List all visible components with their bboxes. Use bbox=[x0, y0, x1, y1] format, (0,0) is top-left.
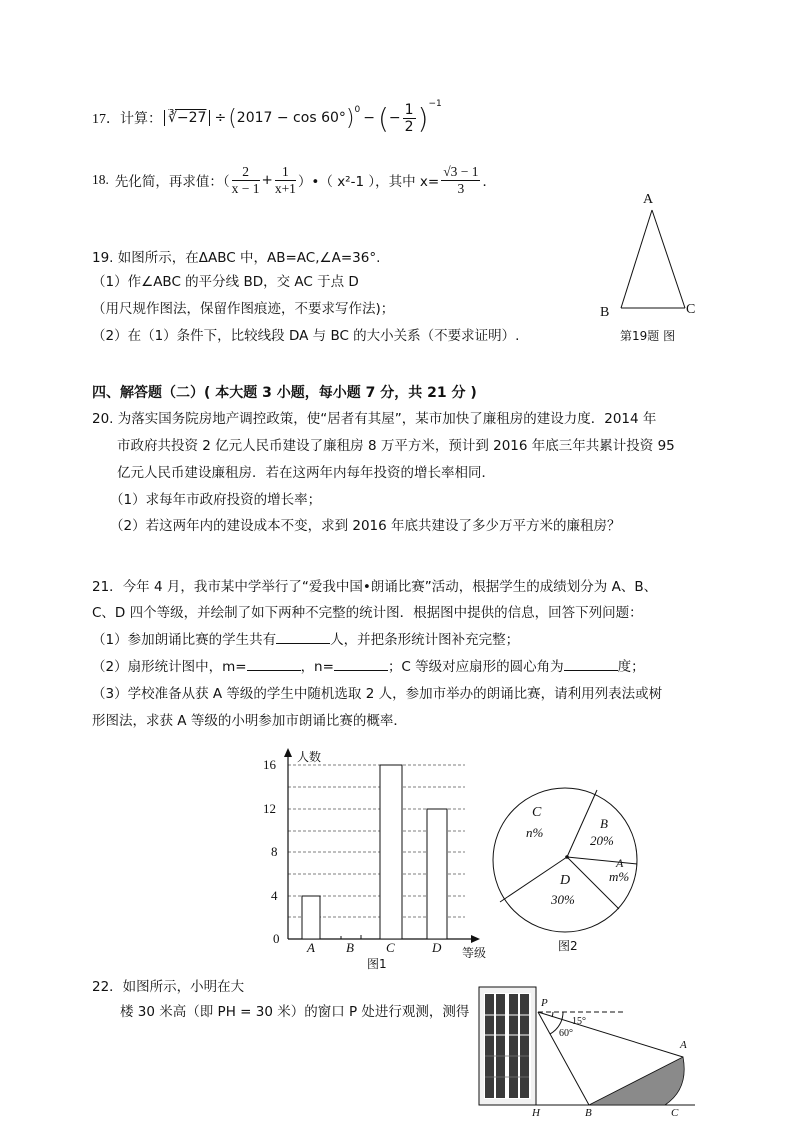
fraction-x-value: $\frac{√3 - 1}{3}$ bbox=[443, 163, 479, 196]
y-tick-8: 8 bbox=[271, 844, 278, 859]
q22-line-2: 楼 30 米高（即 PH = 30 米）的窗口 P 处进行观测，测得 bbox=[120, 1004, 470, 1020]
point-c-label: C bbox=[671, 1107, 679, 1119]
answer-blank-m[interactable] bbox=[247, 658, 301, 671]
section-heading: 四、解答题（二）( 本大题 3 小题，每小题 7 分，共 21 分 ) bbox=[92, 385, 477, 401]
pie-chart-figure-2 bbox=[490, 785, 640, 960]
chart-caption: 图1 bbox=[367, 957, 387, 971]
pie-caption: 图2 bbox=[558, 939, 578, 953]
question-18: 18. 先化简，再求值：（ $\frac{2}{x - 1}$ + $\frac{1}{x+1}$ ）•（ x²-1 ），其中 x= $\frac{√3 - 1}{3}$ ． bbox=[92, 163, 496, 196]
y-tick-0: 0 bbox=[273, 931, 280, 946]
q20-line-1: 20. 为落实国务院房地产调控政策，使“居者有其屋”，某市加快了廉租房的建设力度．2014 年 bbox=[92, 411, 657, 427]
fraction-2: $\frac{1}{x+1}$ bbox=[274, 163, 296, 196]
vertex-c-label: C bbox=[686, 302, 696, 317]
slice-a-value: m% bbox=[609, 869, 630, 884]
angle-60-label: 60° bbox=[559, 1028, 573, 1039]
slice-d-label: D bbox=[560, 873, 571, 888]
q17-label: 计算： bbox=[120, 111, 162, 127]
x-tick-c: C bbox=[386, 940, 395, 955]
y-axis-label: 人数 bbox=[297, 750, 322, 764]
x-tick-d: D bbox=[432, 940, 442, 955]
question-17: 17． 计算： ∛−27 ÷ ( 2017 − cos 60° ) $^0$ − ( − $\frac{1}{2}$ ) $^{-1}$ bbox=[92, 99, 442, 135]
fraction-1: $\frac{2}{x - 1}$ bbox=[231, 163, 260, 196]
q20-line-3: 亿元人民币建设廉租房．若在这两年内每年投资的增长率相同． bbox=[117, 465, 495, 481]
triangle-figure bbox=[595, 190, 705, 350]
q17-number: 17． bbox=[92, 112, 120, 127]
q19-line-4: （2）在（1）条件下，比较线段 DA 与 BC 的大小关系（不要求证明）. bbox=[92, 328, 520, 344]
y-tick-16: 16 bbox=[263, 757, 276, 772]
q21-sub-1: （1）参加朗诵比赛的学生共有 人，并把条形统计图补充完整； bbox=[92, 632, 520, 648]
point-b-label: B bbox=[585, 1107, 592, 1119]
paren-close: ) bbox=[417, 101, 429, 135]
q21-sub-3-line-2: 形图法，求获 A 等级的小明参加市朗诵比赛的概率． bbox=[92, 713, 407, 729]
vertex-b-label: B bbox=[600, 305, 610, 320]
paren-open: ( bbox=[377, 101, 389, 135]
q21-line-2: C、D 四个等级，并绘制了如下两种不完整的统计图．根据图中提供的信息，回答下列问题： bbox=[92, 605, 643, 621]
triangle-abc-icon bbox=[595, 190, 705, 350]
q19-line-2: （1）作∠ABC 的平分线 BD，交 AC 于点 D bbox=[92, 274, 359, 290]
y-tick-4: 4 bbox=[271, 888, 278, 903]
q22-line-1: 22．如图所示，小明在大 bbox=[92, 979, 245, 995]
q20-sub-1: （1）求每年市政府投资的增长率； bbox=[110, 492, 322, 508]
angle-15-label: 15° bbox=[572, 1016, 586, 1027]
x-tick-b: B bbox=[346, 940, 354, 955]
answer-blank-n[interactable] bbox=[334, 658, 388, 671]
x-tick-a: A bbox=[307, 940, 315, 955]
answer-blank-total[interactable] bbox=[276, 631, 330, 644]
building-observation-figure bbox=[475, 985, 700, 1123]
building-diagram-graphic bbox=[475, 985, 700, 1123]
q20-sub-2: （2）若这两年内的建设成本不变，求到 2016 年底共建设了多少万平方米的廉租房？ bbox=[110, 518, 621, 534]
vertex-a-label: A bbox=[643, 192, 654, 207]
q20-line-2: 市政府共投资 2 亿元人民币建设了廉租房 8 万平方米，预计到 2016 年底三年共累计投资 95 bbox=[117, 438, 675, 454]
bar-chart-figure-1 bbox=[255, 748, 495, 973]
paren-open: ( bbox=[228, 105, 237, 131]
slice-d-value: 30% bbox=[551, 892, 575, 907]
bar-chart-graphic bbox=[255, 748, 495, 973]
slice-b-label: B bbox=[600, 816, 608, 831]
slice-a-label: A bbox=[616, 856, 624, 870]
figure-caption: 第19题 图 bbox=[620, 329, 676, 343]
slice-c-label: C bbox=[532, 805, 542, 820]
fraction-half: $\frac{1}{2}$ bbox=[404, 101, 414, 135]
q19-line-3: （用尺规作图法，保留作图痕迹，不要求写作法)； bbox=[92, 301, 395, 317]
point-p-label: P bbox=[541, 997, 548, 1009]
q21-sub-2: （2）扇形统计图中，m= ，n= ；C 等级对应扇形的圆心角为 度； bbox=[92, 659, 645, 675]
point-h-label: H bbox=[532, 1107, 540, 1119]
y-tick-12: 12 bbox=[263, 801, 276, 816]
slice-c-value: n% bbox=[526, 825, 544, 840]
q17-abs: ∛−27 bbox=[164, 110, 210, 126]
slice-b-value: 20% bbox=[590, 833, 614, 848]
x-axis-label: 等级 bbox=[462, 946, 487, 960]
q21-line-1: 21．今年 4 月，我市某中学举行了“爱我中国•朗诵比赛”活动，根据学生的成绩划分为 A、B、 bbox=[92, 579, 658, 595]
answer-blank-angle[interactable] bbox=[564, 658, 618, 671]
point-a-label: A bbox=[680, 1039, 687, 1051]
q19-line-1: 19. 如图所示，在ΔABC 中，AB=AC,∠A=36°. bbox=[92, 250, 381, 266]
paren-close: ) bbox=[345, 105, 355, 131]
q21-sub-3-line-1: （3）学校准备从获 A 等级的学生中随机选取 2 人，参加市举办的朗诵比赛，请利用列表法或树 bbox=[92, 686, 663, 702]
